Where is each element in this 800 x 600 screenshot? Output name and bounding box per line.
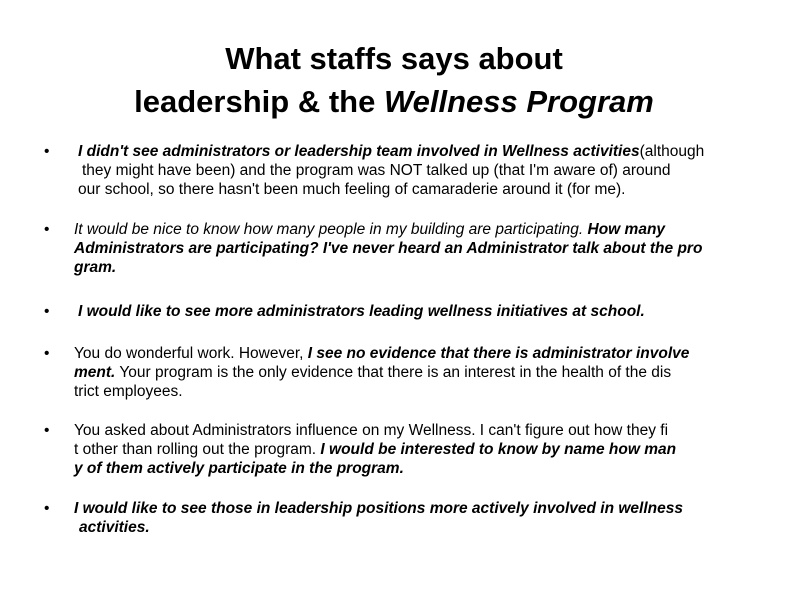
bullet-text-segment: activities. (79, 519, 150, 536)
bullet-text-segment: (although (639, 143, 705, 160)
bullet-line (74, 239, 702, 258)
bullet-marker: • (44, 422, 50, 439)
bullet-line (74, 258, 116, 277)
bullet-text-segment: You do wonderful work. However, (74, 345, 308, 362)
bullet-line (78, 302, 645, 321)
bullet-text-segment: Administrators are participating? I've never heard an Administrator talk about the pro (74, 240, 703, 257)
bullet-line (74, 220, 665, 239)
bullet-text-segment: ment. (74, 364, 116, 381)
title-line-2-emphasis: Wellness Program (383, 84, 654, 119)
bullet-marker: • (44, 345, 50, 362)
bullet-text-segment: I see no evidence that there is administrator involve (307, 345, 690, 362)
bullet-text-segment: Your program is the only evidence that there is an interest in the health of the dis (115, 364, 672, 381)
bullet-line (74, 382, 183, 401)
bullet-line (78, 180, 625, 199)
bullet-marker: • (44, 303, 50, 320)
bullet-line (74, 363, 671, 382)
bullet-marker: • (44, 143, 50, 160)
bullet-text-segment: I would like to see those in leadership positions more actively involved in wellness (74, 500, 683, 517)
title-line-2-prefix: leadership & the (134, 84, 384, 119)
bullet-marker: • (44, 500, 50, 517)
bullet-text-segment: they might have been) and the program was NOT talked up (that I'm aware of) around (82, 162, 671, 179)
bullet-text-segment: gram. (74, 259, 117, 276)
bullet-line (74, 459, 404, 478)
bullet-text-segment: How many (587, 221, 666, 238)
bullet-line (82, 161, 671, 180)
bullet-text-segment: our school, so there hasn't been much feeling of camaraderie around it (for me). (78, 181, 626, 198)
bullet-text-segment: You asked about Administrators influence on my Wellness. I can't figure out how they fi (74, 422, 669, 439)
title-line-2 (0, 81, 794, 123)
bullet-line (78, 142, 704, 161)
bullet-text-segment: I didn't see administrators or leadership team involved in Wellness activities (78, 143, 640, 160)
bullet-text-segment: I would like to see more administrators leading wellness initiatives at school. (78, 303, 645, 320)
bullet-text-segment: It would be nice to know how many people in my building are participating. (74, 221, 588, 238)
bullet-text-segment: trict employees. (74, 383, 183, 400)
bullet-marker: • (44, 221, 50, 238)
title-line-1: What staffs says about (225, 41, 563, 76)
bullet-line (74, 344, 689, 363)
bullet-line (74, 440, 676, 459)
bullet-line (74, 421, 668, 440)
bullet-text-segment: I would be interested to know by name how man (320, 441, 677, 458)
bullet-line (74, 499, 683, 518)
bullet-line (79, 518, 150, 537)
bullet-text-segment: y of them actively participate in the program. (74, 460, 404, 477)
bullet-text-segment: t other than rolling out the program. (74, 441, 321, 458)
